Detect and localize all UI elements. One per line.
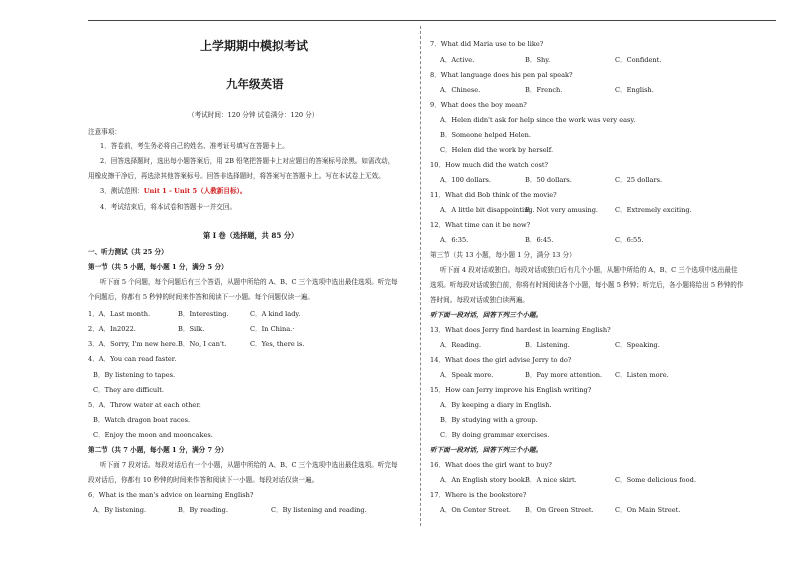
q11-option-c: C．Extremely exciting. xyxy=(615,206,692,214)
note-4: 4．考试结束后，将本试卷和答题卡一并交回。 xyxy=(100,203,237,211)
q15-question: 15．How can Jerry improve his English writing? xyxy=(430,386,592,394)
q7-option-b: B．Shy. xyxy=(525,56,551,64)
q7-option-c: C．Confident. xyxy=(615,56,662,64)
q17-option-b: B．On Green Street. xyxy=(525,506,594,514)
q12-option-c: C．6:55. xyxy=(615,236,644,244)
q9-question: 9．What does the boy mean? xyxy=(430,101,527,109)
exam-subtitle: 九年级英语 xyxy=(226,77,284,91)
q2-option-c: C．In China.· xyxy=(250,325,295,333)
q16-option-b: B．A nice skirt. xyxy=(525,476,577,484)
q14-question: 14．What does the girl advise Jerry to do? xyxy=(430,356,572,364)
q13-question: 13．What does Jerry find hardest in learning English? xyxy=(430,326,611,334)
q16-option-c: C．Some delicious food. xyxy=(615,476,696,484)
dialogue-cue-1: 听下面一段对话，回答下列三个小题。 xyxy=(430,311,543,319)
section-listening: 一、听力测试（共 25 分） xyxy=(88,248,168,256)
q17-question: 17．Where is the bookstore? xyxy=(430,491,527,499)
q14-option-c: C．Listen more. xyxy=(615,371,669,379)
sec2-instructions-2: 段对话后，你都有 10 秒钟的时间来作答和阅读下一小题。每段对话仅读一遍。 xyxy=(88,476,319,484)
q13-option-c: C．Speaking. xyxy=(615,341,660,349)
q7-question: 7．What did Maria use to be like? xyxy=(430,40,544,48)
exam-title: 上学期期中模拟考试 xyxy=(200,39,309,53)
q8-question: 8．What language does his pen pal speak? xyxy=(430,71,573,79)
q16-question: 16．What does the girl want to buy? xyxy=(430,461,552,469)
q4-option-c: C．They are difficult. xyxy=(93,386,165,394)
sec3-instructions-3: 答时间。每段对话或独白读两遍。 xyxy=(430,296,529,304)
q6-option-b: B．By reading. xyxy=(178,506,228,514)
sec3-heading: 第三节（共 13 小题，每小题 1 分，满分 13 分） xyxy=(430,251,576,259)
sec2-instructions-1: 听下面 7 段对话。每段对话后有一个小题，从题中所给的 A、B、C 三个选项中选出最佳选项。听完每 xyxy=(100,461,398,469)
q12-option-a: A．6:35. xyxy=(440,236,469,244)
q2-option-b: B．Silk. xyxy=(178,325,205,333)
q10-option-a: A．100 dollars. xyxy=(440,176,492,184)
part1-title: 第 I 卷（选择题，共 85 分） xyxy=(203,231,299,240)
sec3-instructions-1: 听下面 4 段对话或独白。每段对话或独白后有几个小题，从题中所给的 A、B、C 三个选项中选出最佳 xyxy=(440,266,738,274)
q14-option-b: B．Pay more attention. xyxy=(525,371,603,379)
exam-info: （考试时间：120 分钟 试卷满分：120 分） xyxy=(188,111,319,119)
note-1: 1．答卷前，考生务必将自己的姓名、准考证号填写在答题卡上。 xyxy=(100,142,289,150)
q10-option-c: C．25 dollars. xyxy=(615,176,663,184)
q6-option-a: A．By listening. xyxy=(93,506,147,514)
q11-option-b: B．Not very amusing. xyxy=(525,206,599,214)
q8-option-a: A．Chinese. xyxy=(440,86,481,94)
q17-option-c: C．On Main Street. xyxy=(615,506,681,514)
q5-option-b: B．Watch dragon boat races. xyxy=(93,416,191,424)
q4-option-a: 4．A．You can read faster. xyxy=(88,355,177,363)
note-3 xyxy=(100,187,247,195)
sec3-instructions-2: 选项。听每段对话或独白前，你将有时间阅读各个小题，每小题 5 秒钟；听完后，各小题将给出 5 秒钟的作 xyxy=(430,281,744,289)
note-2: 2．回答选择题时，选出每小题答案后，用 2B 铅笔把答题卡上对应题目的答案标号涂黑。如需改动， xyxy=(100,157,395,165)
dialogue-cue-2: 听下面一段对话，回答下列三个小题。 xyxy=(430,446,543,454)
q13-option-a: A．Reading. xyxy=(440,341,482,349)
q3-option-b: B．No, I can't. xyxy=(178,340,227,348)
q4-option-b: B．By listening to tapes. xyxy=(93,371,176,379)
q9-option-b: B．Someone helped Helen. xyxy=(440,131,531,139)
q8-option-b: B．French. xyxy=(525,86,563,94)
q8-option-c: C．English. xyxy=(615,86,654,94)
q12-option-b: B．6:45. xyxy=(525,236,554,244)
q1-option-b: B．Interesting. xyxy=(178,310,229,318)
notes-heading: 注意事项： xyxy=(88,128,121,136)
q16-option-a: A．An English story book. xyxy=(440,476,527,484)
q6-question: 6．What is the man's advice on learning English? xyxy=(88,491,254,499)
top-rule xyxy=(88,20,776,21)
note-3-prefix: 3．测试范围： xyxy=(100,187,144,195)
q7-option-a: A．Active. xyxy=(440,56,475,64)
q14-option-a: A．Speak more. xyxy=(440,371,494,379)
q5-option-c: C．Enjoy the moon and mooncakes. xyxy=(93,431,213,439)
q13-option-b: B．Listening. xyxy=(525,341,570,349)
sec1-instructions-1: 听下面 5 个问题，每个问题后有三个答语，从题中所给的 A、B、C 三个选项中选出最佳选项。听完每 xyxy=(100,278,398,286)
note-2-cont: 用橡皮擦干净后，再选涂其他答案标号。回答非选择题时，将答案写在答题卡上。写在本试卷上无效。 xyxy=(88,172,385,180)
q17-option-a: A．On Center Street. xyxy=(440,506,511,514)
q15-option-b: B．By studying with a group. xyxy=(440,416,538,424)
q6-option-c: C．By listening and reading. xyxy=(271,506,367,514)
sec1-instructions-2: 个问题后，你都有 5 秒钟的时间来作答和阅读下一小题。每个问题仅读一遍。 xyxy=(88,293,314,301)
q1-option-c: C．A kind lady. xyxy=(250,310,301,318)
q15-option-a: A．By keeping a diary in English. xyxy=(440,401,552,409)
q11-option-a: A．A little bit disappointing. xyxy=(440,206,535,214)
q11-question: 11．What did Bob think of the movie? xyxy=(430,191,557,199)
sec2-heading: 第二节（共 7 小题，每小题 1 分，满分 7 分） xyxy=(88,446,228,454)
q10-question: 10．How much did the watch cost? xyxy=(430,161,549,169)
q1-option-a: 1．A．Last month. xyxy=(88,310,151,318)
q12-question: 12．What time can it be now? xyxy=(430,221,531,229)
q15-option-c: C．By doing grammar exercises. xyxy=(440,431,550,439)
q10-option-b: B．50 dollars. xyxy=(525,176,572,184)
column-divider xyxy=(420,26,421,526)
test-range: Unit 1 - Unit 5（人教新目标）。 xyxy=(143,187,247,195)
q2-option-a: 2．A．In2022. xyxy=(88,325,136,333)
q5-option-a: 5．A．Throw water at each other. xyxy=(88,401,201,409)
q3-option-c: C．Yes, there is. xyxy=(250,340,305,348)
q3-option-a: 3．A．Sorry, I'm new here. xyxy=(88,340,178,348)
sec1-heading: 第一节（共 5 小题，每小题 1 分，满分 5 分） xyxy=(88,263,228,271)
q9-option-c: C．Helen did the work by herself. xyxy=(440,146,554,154)
q9-option-a: A．Helen didn't ask for help since the work was very easy. xyxy=(440,116,636,124)
